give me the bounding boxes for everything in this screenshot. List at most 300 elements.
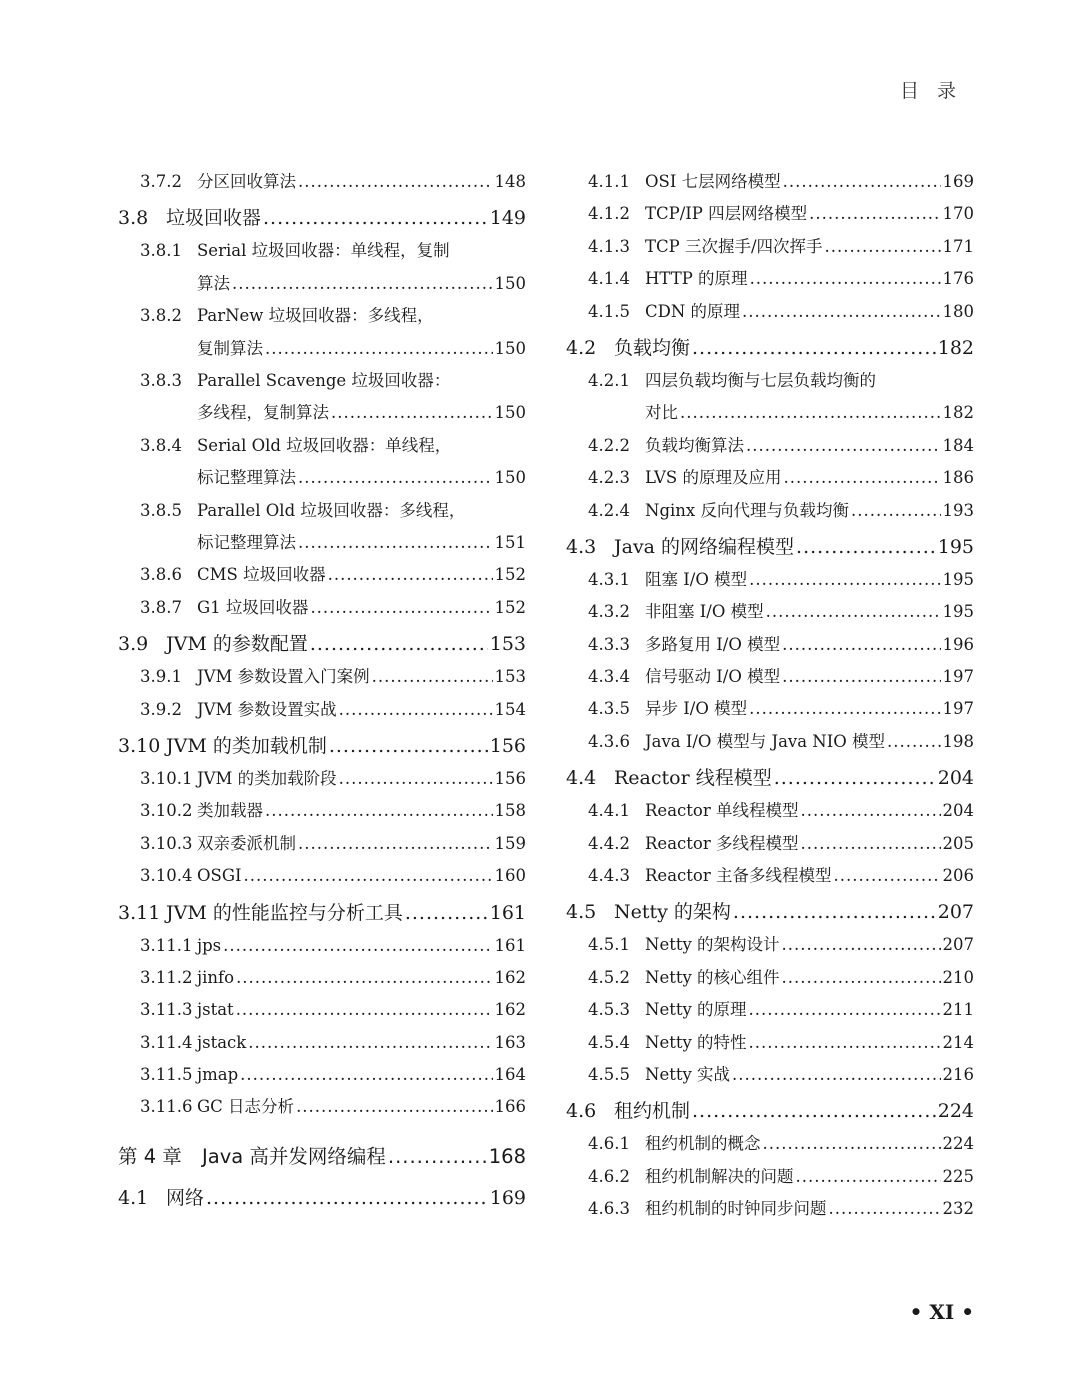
toc-leader-dots (328, 559, 493, 591)
toc-entry-number: 4.3.4 (588, 667, 630, 687)
toc-entry-title-text: TCP/IP 四层网络模型 (645, 204, 808, 224)
toc-entry-title (645, 661, 974, 693)
toc-leader-dots (749, 564, 940, 596)
toc-subsection (566, 1161, 974, 1193)
toc-entry-title-text: Netty 的架构 (614, 901, 731, 924)
toc-entry-title-text: 复制算法 (197, 338, 263, 358)
toc-entry-page: 216 (942, 1065, 974, 1084)
toc-entry-title (645, 1161, 974, 1193)
toc-entry-title (645, 629, 974, 661)
toc-entry-number: 3.8.3 (140, 370, 182, 390)
toc-entry-number: 4.2.4 (588, 500, 630, 520)
toc-entry-title-text: 多线程，复制算法 (197, 403, 329, 423)
toc-leader-dots (800, 795, 940, 827)
toc-entry-page: 150 (494, 338, 526, 358)
toc-entry-title (614, 1095, 974, 1128)
toc-entry-page: 163 (494, 1032, 526, 1052)
toc-entry-title-text: Java 的网络编程模型 (614, 535, 795, 558)
toc-entry-number: 4.1.4 (588, 269, 630, 289)
toc-entry-page: 232 (942, 1199, 974, 1219)
toc-leader-dots (236, 962, 492, 994)
toc-leader-dots (263, 202, 488, 235)
toc-leader-dots (796, 1161, 941, 1193)
toc-entry-title (166, 730, 526, 763)
toc-entry-page: 151 (494, 532, 526, 552)
toc-entry-page: 195 (937, 535, 974, 558)
toc-entry-page: 197 (942, 699, 974, 719)
toc-subsection (566, 962, 974, 994)
toc-entry-title (197, 495, 526, 560)
toc-leader-dots (746, 430, 941, 462)
toc-leader-dots (825, 231, 941, 263)
toc-subsection (566, 629, 974, 661)
toc-entry-number: 3.8 (118, 207, 149, 230)
toc-entry-title-text: jstat (197, 1000, 234, 1020)
toc-entry-page: 169 (942, 172, 974, 191)
toc-entry-title (166, 202, 526, 235)
toc-entry-title (645, 495, 974, 527)
toc-entry-number: 3.10.4 (140, 866, 193, 886)
toc-leader-dots (829, 1193, 941, 1225)
toc-entry-title-text: jmap (197, 1065, 239, 1085)
toc-entry-number: 4.1.2 (588, 204, 630, 224)
toc-entry-title (614, 332, 974, 365)
toc-entry-title (645, 1128, 974, 1160)
toc-leader-dots (749, 1027, 941, 1059)
toc-entry-title-text: Reactor 单线程模型 (645, 801, 799, 821)
toc-entry-number: 4.3.3 (588, 634, 630, 654)
toc-entry-title (645, 564, 974, 596)
toc-entry-number: 4.2.3 (588, 468, 630, 488)
toc-leader-dots (372, 661, 493, 693)
toc-leader-dots (329, 730, 488, 763)
toc-entry-title (614, 531, 974, 564)
toc-subsection (566, 596, 974, 628)
toc-leader-dots (331, 397, 493, 429)
toc-entry-number: 第 4 章 (118, 1144, 182, 1168)
toc-entry-page: 193 (942, 500, 974, 520)
toc-entry-title-text: 非阻塞 I/O 模型 (645, 602, 764, 622)
toc-entry-page: 152 (494, 565, 526, 585)
toc-entry-number: 3.11.6 (140, 1097, 193, 1117)
toc-subsection (566, 365, 974, 430)
toc-entry-page: 148 (494, 172, 526, 191)
toc-entry-title-line2 (197, 462, 526, 494)
toc-subsection (566, 828, 974, 860)
toc-entry-page: 182 (942, 403, 974, 423)
toc-subsection (566, 166, 974, 198)
toc-entry-number: 3.11.1 (140, 935, 193, 955)
toc-leader-dots (742, 296, 940, 328)
toc-entry-title (645, 795, 974, 827)
toc-leader-dots (298, 828, 493, 860)
toc-subsection (566, 860, 974, 892)
toc-entry-page: 164 (494, 1065, 526, 1085)
toc-entry-number: 3.11 (118, 901, 161, 924)
toc-subsection (118, 962, 526, 994)
toc-entry-page: 153 (494, 667, 526, 687)
toc-entry-title (645, 198, 974, 230)
toc-entry-title-line1: Parallel Old 垃圾回收器：多线程， (197, 500, 466, 520)
toc-entry-title (645, 296, 974, 328)
toc-entry-title-text: 负载均衡算法 (645, 435, 744, 455)
toc-subsection (118, 166, 526, 198)
toc-entry-title-text: 垃圾回收器 (166, 207, 262, 230)
toc-entry-page: 205 (942, 833, 974, 853)
toc-entry-title-line2 (197, 397, 526, 429)
toc-entry-page: 158 (494, 801, 526, 821)
toc-entry-number: 4.3.2 (588, 602, 630, 622)
toc-entry-title (197, 1091, 526, 1123)
toc-leader-dots (339, 694, 493, 726)
toc-entry-number: 4.6.1 (588, 1134, 630, 1154)
toc-entry-number: 4.5.5 (588, 1065, 630, 1084)
toc-entry-title (645, 693, 974, 725)
toc-entry-title-text: Reactor 线程模型 (614, 767, 772, 790)
toc-entry-number: 4.3.5 (588, 699, 630, 719)
toc-entry-title-text: 多路复用 I/O 模型 (645, 634, 781, 654)
toc-entry-title-text: jps (197, 935, 222, 955)
toc-entry-title (645, 929, 974, 961)
toc-entry-title-text: 信号驱动 I/O 模型 (645, 667, 781, 687)
toc-entry-number: 3.8.1 (140, 241, 182, 261)
toc-leader-dots (405, 897, 488, 930)
toc-entry-page: 166 (494, 1097, 526, 1117)
toc-entry-page: 156 (494, 768, 526, 788)
toc-entry-title-line2 (197, 268, 526, 300)
toc-entry-page: 225 (942, 1166, 974, 1186)
toc-leader-dots (800, 828, 940, 860)
toc-entry-title-text: JVM 的类加载阶段 (197, 768, 337, 788)
toc-subsection (118, 592, 526, 624)
toc-leader-dots (750, 263, 941, 295)
toc-entry-title (645, 1193, 974, 1225)
toc-leader-dots (783, 166, 941, 198)
toc-entry-page: 195 (942, 602, 974, 622)
toc-leader-dots (692, 1095, 936, 1128)
toc-subsection (118, 694, 526, 726)
toc-entry-number: 4.3.6 (588, 731, 630, 751)
toc-subsection (118, 495, 526, 560)
toc-leader-dots (339, 763, 493, 795)
toc-entry-title (645, 263, 974, 295)
toc-entry-page: 150 (494, 468, 526, 488)
toc-entry-title (197, 962, 526, 994)
toc-entry-number: 4.5 (566, 901, 597, 924)
toc-leader-dots (310, 592, 492, 624)
toc-subsection (118, 994, 526, 1026)
toc-entry-page: 161 (489, 901, 526, 924)
toc-entry-page: 206 (942, 866, 974, 886)
toc-entry-title-text: Netty 的特性 (645, 1032, 747, 1052)
toc-subsection (566, 661, 974, 693)
toc-entry-title-text: 阻塞 I/O 模型 (645, 569, 748, 589)
toc-entry-title-text: JVM 的类加载机制 (166, 734, 327, 757)
toc-entry-page: 150 (494, 403, 526, 423)
toc-entry-title (197, 930, 526, 962)
toc-entry-title (197, 994, 526, 1026)
toc-leader-dots (851, 495, 941, 527)
toc-leader-dots (833, 860, 940, 892)
toc-entry-title-line1: Serial Old 垃圾回收器：单线程， (197, 435, 452, 455)
toc-subsection (118, 559, 526, 591)
toc-leader-dots (265, 795, 493, 827)
toc-entry-page: 180 (942, 301, 974, 321)
toc-entry-number: 4.2.2 (588, 435, 630, 455)
toc-entry-number: 3.10.1 (140, 768, 193, 788)
toc-entry-title (197, 795, 526, 827)
toc-entry-page: 150 (494, 273, 526, 293)
toc-leader-dots (766, 596, 941, 628)
toc-entry-title-text: 异步 I/O 模型 (645, 699, 748, 719)
toc-entry-title-text: 双亲委派机制 (197, 833, 296, 853)
toc-entry-page: 156 (489, 734, 526, 757)
toc-entry-title-text: HTTP 的原理 (645, 269, 748, 289)
toc-entry-title-text: 分区回收算法 (197, 172, 296, 191)
toc-entry-page: 198 (942, 731, 974, 751)
toc-entry-title-text: OSI 七层网络模型 (645, 172, 781, 191)
toc-subsection (566, 1059, 974, 1091)
toc-leader-dots (248, 1027, 492, 1059)
toc-entry-number: 3.8.6 (140, 565, 182, 585)
toc-subsection (118, 1091, 526, 1123)
toc-entry-title-text: 对比 (645, 403, 678, 423)
toc-subsection (118, 763, 526, 795)
toc-section (118, 730, 526, 763)
toc-entry-number: 3.9.2 (140, 699, 182, 719)
toc-entry-number: 4.5.2 (588, 967, 630, 987)
toc-entry-page: 207 (937, 901, 974, 924)
toc-entry-page: 153 (489, 633, 526, 656)
toc-entry-title-text: 类加载器 (197, 801, 263, 821)
toc-section (566, 1095, 974, 1128)
toc-leader-dots (206, 1182, 488, 1215)
toc-entry-title (197, 430, 526, 495)
toc-entry-page: 169 (489, 1186, 526, 1209)
toc-leader-dots (733, 896, 936, 929)
toc-leader-dots (796, 531, 936, 564)
toc-leader-dots (692, 332, 936, 365)
toc-entry-title (197, 166, 526, 198)
toc-section (566, 531, 974, 564)
toc-entry-title-text: Reactor 多线程模型 (645, 833, 799, 853)
toc-entry-title (166, 1182, 526, 1215)
toc-entry-title (645, 596, 974, 628)
toc-entry-page: 224 (942, 1134, 974, 1154)
toc-entry-title-line2 (645, 397, 974, 429)
toc-leader-dots (732, 1059, 940, 1091)
toc-subsection (118, 430, 526, 495)
toc-entry-number: 3.8.7 (140, 597, 182, 617)
toc-entry-page: 214 (942, 1032, 974, 1052)
toc-subsection (118, 365, 526, 430)
toc-subsection (118, 661, 526, 693)
toc-entry-title-text: JVM 的参数配置 (166, 633, 308, 656)
toc-entry-number: 4.5.4 (588, 1032, 630, 1052)
toc-entry-title-text: OSGI (197, 866, 242, 886)
toc-entry-title-line1: ParNew 垃圾回收器：多线程， (197, 306, 434, 326)
toc-entry-title-text: 租约机制的概念 (645, 1134, 761, 1154)
toc-leader-dots (388, 1138, 487, 1176)
toc-entry-title-text: 租约机制的时钟同步问题 (645, 1199, 827, 1219)
toc-section (118, 897, 526, 930)
toc-entry-number: 4.1.3 (588, 236, 630, 256)
toc-entry-title (197, 828, 526, 860)
toc-subsection (118, 795, 526, 827)
toc-entry-page: 196 (942, 634, 974, 654)
toc-entry-number: 4.2 (566, 336, 597, 359)
toc-entry-title-text: GC 日志分析 (197, 1097, 295, 1117)
toc-subsection (566, 1128, 974, 1160)
toc-entry-title (645, 726, 974, 758)
toc-entry-number: 4.4.2 (588, 833, 630, 853)
toc-entry-title-line1: Serial 垃圾回收器：单线程，复制 (197, 241, 450, 261)
toc-entry-page: 160 (494, 866, 526, 886)
toc-entry-number: 3.9 (118, 633, 149, 656)
page-number: • XI • (909, 1300, 974, 1324)
toc-subsection (118, 828, 526, 860)
toc-entry-page: 210 (942, 967, 974, 987)
toc-subsection (118, 860, 526, 892)
toc-entry-title-text: 标记整理算法 (197, 468, 296, 488)
toc-subsection (566, 296, 974, 328)
toc-entry-title-text: JVM 的性能监控与分析工具 (166, 901, 403, 924)
toc-entry-page: 176 (942, 269, 974, 289)
toc-entry-number: 3.11.2 (140, 967, 193, 987)
toc-entry-page: 159 (494, 833, 526, 853)
toc-entry-number: 4.6.2 (588, 1166, 630, 1186)
toc-entry-page: 162 (494, 967, 526, 987)
toc-entry-title (166, 897, 526, 930)
toc-subsection (566, 929, 974, 961)
toc-entry-number: 3.11.4 (140, 1032, 193, 1052)
toc-entry-title-text: 标记整理算法 (197, 532, 296, 552)
toc-entry-title (197, 860, 526, 892)
toc-subsection (118, 235, 526, 300)
toc-entry-page: 161 (494, 935, 526, 955)
toc-entry-title (197, 592, 526, 624)
toc-entry-title-text: 负载均衡 (614, 336, 691, 359)
toc-entry-title-text: Nginx 反向代理与负载均衡 (645, 500, 849, 520)
toc-entry-title-text: jstack (197, 1032, 247, 1052)
toc-entry-number: 3.8.2 (140, 306, 182, 326)
toc-leader-dots (298, 462, 493, 494)
toc-entry-number: 3.9.1 (140, 667, 182, 687)
toc-entry-title-text: G1 垃圾回收器 (197, 597, 309, 617)
toc-entry-title (202, 1138, 526, 1176)
toc-entry-number: 3.10.2 (140, 801, 193, 821)
toc-section (118, 202, 526, 235)
toc-subsection (118, 1027, 526, 1059)
toc-entry-number: 3.11.5 (140, 1065, 193, 1085)
toc-entry-page: 154 (494, 699, 526, 719)
toc-subsection (118, 300, 526, 365)
toc-entry-title (614, 762, 974, 795)
toc-subsection (566, 693, 974, 725)
toc-entry-page: 168 (488, 1144, 526, 1168)
toc-leader-dots (236, 994, 493, 1026)
toc-entry-page: 149 (489, 207, 526, 230)
toc-subsection (566, 795, 974, 827)
toc-entry-title-text: Java 高并发网络编程 (202, 1144, 386, 1168)
toc-entry-title (645, 365, 974, 430)
toc-entry-title-text: 租约机制解决的问题 (645, 1166, 794, 1186)
toc-leader-dots (296, 1091, 492, 1123)
toc-entry-number: 4.4.1 (588, 801, 630, 821)
toc-subsection (566, 564, 974, 596)
toc-entry-title-line2 (197, 527, 526, 559)
toc-entry-title (197, 300, 526, 365)
toc-entry-title (197, 661, 526, 693)
toc-leader-dots (749, 994, 941, 1026)
toc-leader-dots (298, 527, 493, 559)
toc-entry-title-text: Netty 的核心组件 (645, 967, 780, 987)
toc-entry-page: 182 (937, 336, 974, 359)
toc-entry-title (645, 231, 974, 263)
toc-entry-number: 4.6 (566, 1100, 597, 1123)
toc-entry-page: 207 (942, 935, 974, 955)
toc-entry-title-text: jinfo (197, 967, 235, 987)
toc-entry-title-text: TCP 三次握手/四次挥手 (645, 236, 823, 256)
toc-subsection (566, 1193, 974, 1225)
toc-section (566, 332, 974, 365)
toc-entry-number: 4.2.1 (588, 370, 630, 390)
toc-subsection (566, 1027, 974, 1059)
running-header: 目录 (899, 80, 974, 102)
toc-column-right (566, 166, 974, 1226)
toc-entry-title-line2 (197, 333, 526, 365)
toc-leader-dots (310, 628, 488, 661)
toc-entry-title (645, 828, 974, 860)
toc-leader-dots (680, 397, 941, 429)
toc-section (566, 896, 974, 929)
toc-entry-number: 4.1 (118, 1186, 149, 1209)
toc-entry-number: 3.8.5 (140, 500, 182, 520)
toc-entry-title (166, 628, 526, 661)
toc-entry-title (645, 430, 974, 462)
toc-subsection (566, 462, 974, 494)
toc-entry-number: 3.8.4 (140, 435, 182, 455)
toc-entry-title (645, 860, 974, 892)
toc-section (118, 1182, 526, 1215)
toc-entry-title-text: Netty 的架构设计 (645, 935, 780, 955)
toc-entry-number: 4.5.3 (588, 1000, 630, 1020)
toc-entry-title (197, 763, 526, 795)
toc-entry-title (614, 896, 974, 929)
toc-entry-number: 3.11.3 (140, 1000, 193, 1020)
toc-entry-number: 4.1.1 (588, 172, 630, 191)
toc-entry-title-line1: 四层负载均衡与七层负载均衡的 (645, 370, 876, 390)
toc-subsection (566, 726, 974, 758)
toc-subsection (566, 231, 974, 263)
toc-leader-dots (763, 1128, 941, 1160)
toc-entry-number: 3.10.3 (140, 833, 193, 853)
toc-entry-number: 4.3.1 (588, 569, 630, 589)
toc-subsection (118, 1059, 526, 1091)
toc-entry-page: 186 (942, 468, 974, 488)
toc-entry-title (645, 994, 974, 1026)
toc-leader-dots (782, 629, 940, 661)
toc-subsection (566, 263, 974, 295)
toc-leader-dots (809, 198, 940, 230)
toc-chapter (118, 1138, 526, 1176)
toc-entry-title (197, 1027, 526, 1059)
toc-subsection (566, 495, 974, 527)
toc-leader-dots (232, 268, 493, 300)
toc-entry-title-text: 租约机制 (614, 1100, 691, 1123)
toc-entry-number: 3.10 (118, 734, 161, 757)
toc-entry-title (197, 365, 526, 430)
